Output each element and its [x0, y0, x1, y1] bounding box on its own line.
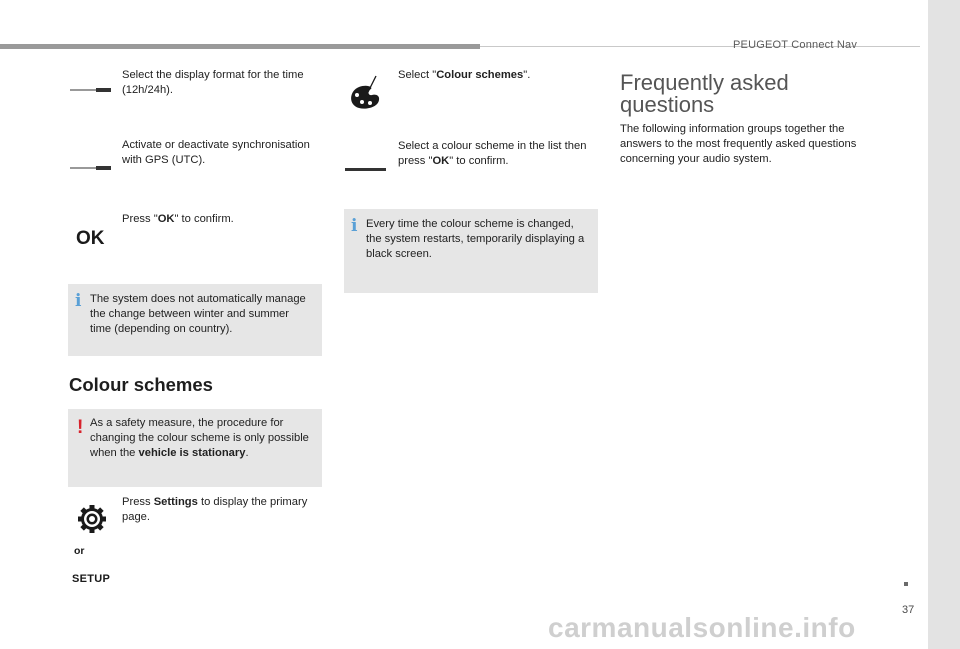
info-note-text: Every time the colour scheme is changed, the system restarts, temporarily displaying a black screen. [366, 218, 585, 260]
slider-icon [70, 85, 112, 95]
page-number: 37 [902, 604, 915, 616]
faq-intro: The following information groups together the answers to the most frequently asked questions concerning your audio system. [620, 123, 857, 165]
warning-note [68, 409, 322, 487]
info-note-text: The system does not automatically manage the change between winter and summer time (depending on country). [90, 293, 306, 335]
section-title: Colour schemes [69, 374, 213, 395]
palette-icon [345, 73, 385, 113]
warning-icon: ! [77, 417, 84, 438]
gear-icon [77, 504, 107, 534]
running-header: PEUGEOT Connect Nav [733, 39, 858, 51]
step-gps-sync: Activate or deactivate synchronisation with GPS (UTC). [122, 139, 310, 166]
info-note-restart [344, 209, 598, 293]
info-icon: i [75, 291, 82, 311]
warning-text: As a safety measure, the procedure for changing the colour scheme is only possible when the vehicle is stationary. [90, 417, 309, 459]
ok-button-icon: OK [76, 228, 105, 249]
step-select-scheme: Select a colour scheme in the list then press "OK" to confirm. [398, 140, 587, 167]
setup-button-label: SETUP [72, 573, 111, 585]
page-marker [904, 582, 908, 586]
step-time-format: Select the display format for the time (12h/24h). [122, 69, 304, 96]
page-edge-strip [928, 0, 960, 649]
faq-title: Frequently asked questions [620, 70, 789, 117]
info-icon: i [351, 216, 358, 236]
info-note-dst [68, 284, 322, 356]
watermark: carmanualsonline.info [548, 612, 856, 643]
top-rule [0, 44, 480, 49]
step-press-settings: Press Settings to display the primary page. [122, 496, 308, 523]
slider-icon [70, 163, 112, 173]
list-select-icon [345, 166, 387, 174]
step-press-ok: Press "OK" to confirm. [122, 213, 234, 225]
step-select-colour-schemes: Select "Colour schemes". [398, 69, 531, 81]
or-label: or [74, 545, 85, 557]
